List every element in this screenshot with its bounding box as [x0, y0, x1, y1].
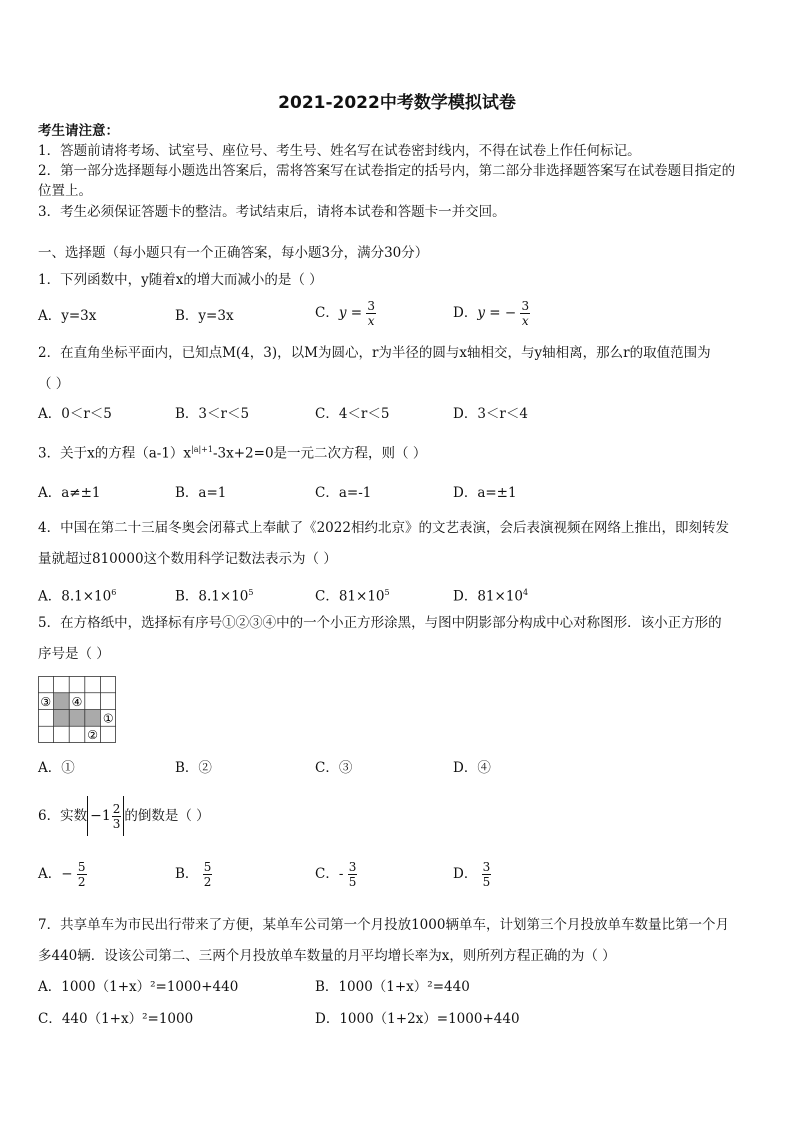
q7-option-a[interactable]: A．1000（1+x）²=1000+440 — [38, 979, 239, 995]
q3-option-c[interactable]: C．a=-1 — [315, 485, 372, 501]
q1-option-a[interactable]: A．y=3x — [38, 308, 97, 324]
q1-option-d[interactable] — [453, 299, 530, 328]
q6-a-fraction — [77, 860, 87, 889]
q2-option-c[interactable]: C．4＜r＜5 — [315, 406, 390, 422]
shaded-square — [69, 710, 85, 727]
q4-option-c[interactable] — [315, 584, 390, 606]
q7-stem-line1: 7．共享单车为市民出行带来了方便，某单车公司第一个月投放1000辆单车，计划第三个月投放单车数量比第一个月 — [38, 917, 729, 933]
q1-d-fraction — [520, 299, 530, 328]
q1-d-label: D． — [453, 305, 478, 321]
q4-option-a[interactable] — [38, 584, 116, 606]
q6-a-den: 2 — [77, 875, 86, 889]
q3-stem-b: -3x+2=0是一元二次方程，则（ ） — [212, 445, 427, 462]
q6-c-num: 3 — [348, 860, 357, 874]
q5-option-c[interactable]: C．③ — [315, 760, 353, 776]
q5-option-b[interactable]: B．② — [175, 760, 212, 776]
q6-b-label: B． — [175, 866, 199, 882]
q1-stem: 1．下列函数中，y随着x的增大而减小的是（ ） — [38, 272, 323, 288]
q6-option-d[interactable] — [453, 860, 491, 889]
q6-stem-b: 的倒数是（ ） — [124, 808, 210, 824]
q1-c-den: x — [367, 314, 375, 328]
q6-d-fraction — [482, 860, 492, 889]
mark-3: ③ — [40, 695, 52, 709]
q5-stem-line2: 序号是（ ） — [38, 646, 110, 662]
q1-d-lhs: y = − — [477, 305, 517, 321]
q6-b-num: 5 — [203, 860, 212, 874]
q5-option-d[interactable]: D．④ — [453, 760, 491, 776]
notice-item-2: 2．第一部分选择题每小题选出答案后，需将答案写在试卷指定的括号内，第二部分非选择题答案写在试卷题目指定的 — [38, 163, 736, 179]
q2-option-d[interactable]: D．3＜r＜4 — [453, 406, 528, 422]
q6-c-den: 5 — [348, 875, 357, 889]
q5-option-a[interactable]: A．① — [38, 760, 75, 776]
q6-b-fraction — [203, 860, 213, 889]
q5-stem-line1: 5．在方格纸中，选择标有序号①②③④中的一个小正方形涂黑，与图中阴影部分构成中心对称图形．该小正方形的 — [38, 615, 722, 631]
q4-c-exp: 5 — [384, 588, 390, 597]
q1-d-num: 3 — [521, 299, 530, 313]
q4-c-base: C．81×10 — [315, 588, 385, 605]
q4-a-exp: 6 — [111, 588, 117, 597]
notice-item-2-cont: 位置上。 — [38, 183, 92, 199]
q1-d-den: x — [521, 314, 529, 328]
q7-option-d[interactable]: D．1000（1+2x）=1000+440 — [315, 1011, 520, 1027]
q6-option-b[interactable] — [175, 860, 212, 889]
q2-stem: 2．在直角坐标平面内，已知点M(4，3)，以M为圆心，r为半径的圆与x轴相交，与y轴相离，那么r的取值范围为 — [38, 345, 711, 361]
q7-option-c[interactable]: C．440（1+x）²=1000 — [38, 1011, 194, 1027]
q1-c-label: C． — [315, 305, 339, 321]
q6-option-c[interactable] — [315, 860, 357, 889]
q6-option-a[interactable] — [38, 860, 87, 889]
q6-a-num: 5 — [77, 860, 86, 874]
q6-abs-den: 3 — [112, 816, 121, 831]
q6-stem-a: 6．实数 — [38, 808, 88, 824]
shaded-square — [54, 693, 70, 710]
grid-figure — [38, 676, 116, 743]
q1-c-fraction — [366, 299, 376, 328]
q4-a-base: A．8.1×10 — [38, 588, 112, 605]
q3-stem-sup: |a|+1 — [191, 445, 213, 454]
q6-abs-fraction — [112, 802, 122, 831]
q6-abs-num: 2 — [112, 801, 121, 816]
q6-d-den: 5 — [482, 875, 491, 889]
q4-d-exp: 4 — [523, 588, 529, 597]
mark-1: ① — [102, 711, 114, 726]
q6-c-label: C． — [315, 866, 339, 882]
q6-c-fraction — [348, 860, 358, 889]
q4-option-b[interactable] — [175, 584, 253, 606]
notice-item-3: 3．考生必须保证答题卡的整洁。考试结束后，请将本试卷和答题卡一并交回。 — [38, 204, 506, 220]
q6-a-sign: − — [61, 866, 73, 882]
mark-2: ② — [87, 728, 98, 742]
q1-option-c[interactable] — [315, 299, 376, 328]
notice-item-1: 1．答题前请将考场、试室号、座位号、考生号、姓名写在试卷密封线内，不得在试卷上作任何标记。 — [38, 143, 641, 159]
q3-option-d[interactable]: D．a=±1 — [453, 485, 517, 501]
q1-option-b[interactable]: B．y=3x — [175, 308, 234, 324]
q3-option-b[interactable]: B．a=1 — [175, 485, 227, 501]
q4-b-exp: 5 — [248, 588, 254, 597]
q3-stem — [38, 441, 426, 463]
q4-b-base: B．8.1×10 — [175, 588, 249, 605]
q1-c-num: 3 — [367, 299, 376, 313]
q6-abs-value — [87, 796, 124, 836]
q3-option-a[interactable]: A．a≠±1 — [38, 485, 101, 501]
shaded-square — [85, 710, 101, 727]
q6-b-den: 2 — [203, 875, 212, 889]
q6-stem — [38, 794, 210, 838]
mark-4: ④ — [71, 695, 83, 709]
page-title: 2021-2022中考数学模拟试卷 — [278, 93, 516, 113]
q6-a-label: A． — [38, 866, 62, 882]
q4-stem-line2: 量就超过810000这个数用科学记数法表示为（ ） — [38, 551, 337, 567]
q4-d-base: D．81×10 — [453, 588, 523, 605]
q6-c-sign: - — [338, 866, 344, 882]
grid-lines — [38, 676, 116, 743]
q3-stem-a: 3．关于x的方程（a-1）x — [38, 445, 192, 462]
q4-option-d[interactable] — [453, 584, 528, 606]
q6-d-label: D． — [453, 866, 478, 882]
q7-stem-line2: 多440辆．设该公司第二、三两个月投放单车数量的月平均增长率为x，则所列方程正确的为（ ） — [38, 948, 616, 964]
shaded-square — [54, 710, 70, 727]
q2-option-b[interactable]: B．3＜r＜5 — [175, 406, 250, 422]
q6-d-num: 3 — [482, 860, 491, 874]
q6-abs-int: −1 — [90, 808, 111, 824]
notice-heading: 考生请注意： — [38, 123, 119, 139]
q2-option-a[interactable]: A．0＜r＜5 — [38, 406, 112, 422]
q7-option-b[interactable]: B．1000（1+x）²=440 — [315, 979, 470, 995]
q4-stem-line1: 4．中国在第二十三届冬奥会闭幕式上奉献了《2022相约北京》的文艺表演，会后表演视频在网络上推出，即刻转发 — [38, 520, 729, 536]
q2-paren: （ ） — [38, 376, 70, 392]
q1-c-lhs: y = — [338, 305, 363, 321]
section-heading: 一、选择题（每小题只有一个正确答案，每小题3分，满分30分） — [38, 245, 429, 261]
